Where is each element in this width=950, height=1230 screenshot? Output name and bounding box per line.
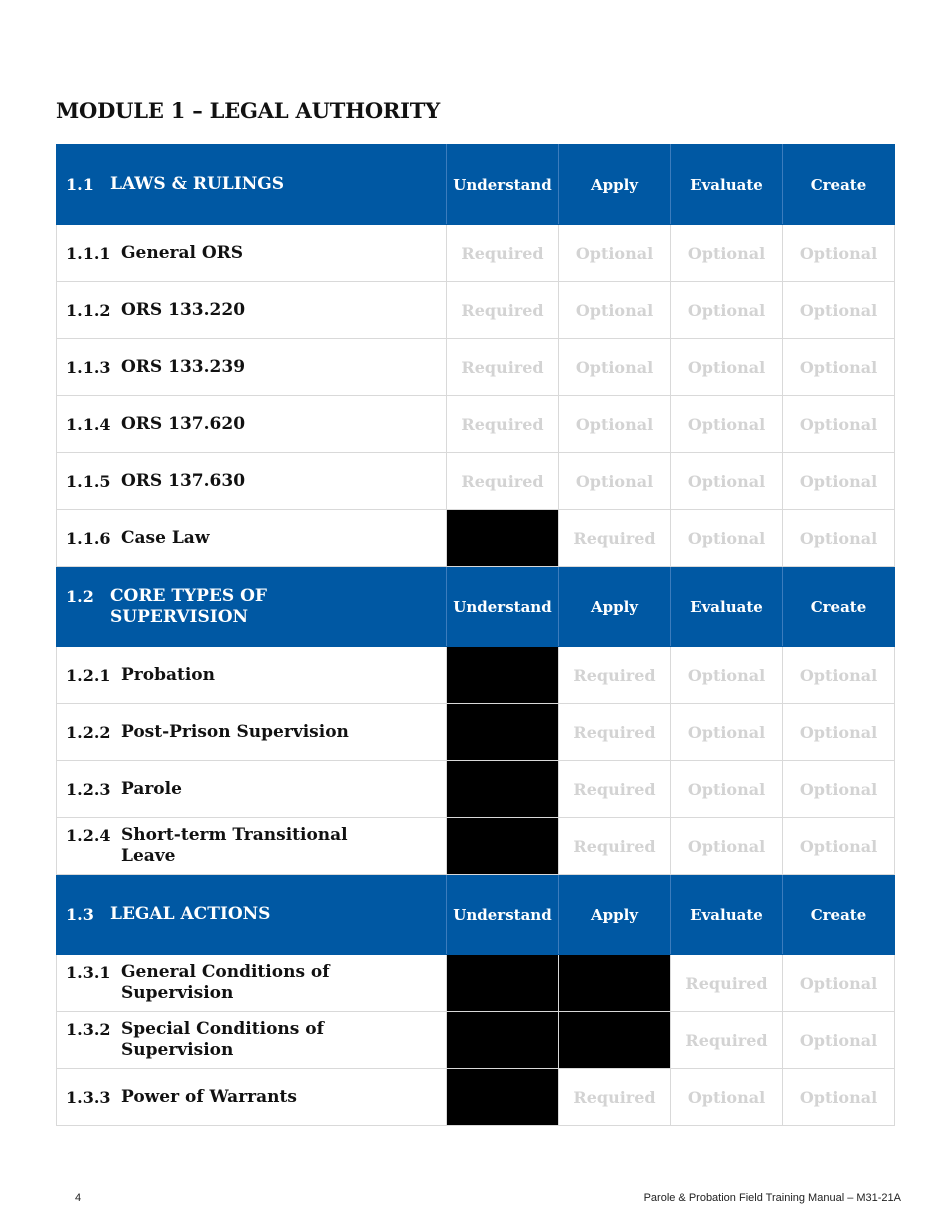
- section-title: LEGAL ACTIONS: [110, 904, 271, 924]
- column-header-evaluate: Evaluate: [671, 875, 783, 955]
- table-row: [57, 955, 895, 1012]
- level-cell: Optional: [559, 339, 671, 396]
- row-label: Post-Prison Supervision: [121, 721, 349, 742]
- level-cell: Optional: [671, 510, 783, 567]
- level-cell: Required: [447, 396, 559, 453]
- column-header-apply: Apply: [559, 875, 671, 955]
- row-number: 1.2.1: [66, 665, 111, 685]
- level-cell-blocked: [447, 761, 559, 818]
- level-cell: Optional: [783, 818, 895, 875]
- level-cell: Optional: [671, 647, 783, 704]
- level-cell: Optional: [671, 453, 783, 510]
- level-cell: Optional: [783, 761, 895, 818]
- row-label: ORS 137.620: [121, 413, 246, 434]
- row-number: 1.3.3: [66, 1087, 111, 1107]
- level-cell: Optional: [783, 955, 895, 1012]
- row-number: 1.1.2: [66, 300, 111, 320]
- row-label: Case Law: [121, 527, 210, 548]
- level-cell-blocked: [447, 1012, 559, 1069]
- document-title: Parole & Probation Field Training Manual – M31-21A: [643, 1192, 901, 1204]
- level-cell: Optional: [783, 453, 895, 510]
- table-row: [57, 1012, 895, 1069]
- table-row: [57, 510, 895, 567]
- row-label: Short-term Transitional Leave: [121, 825, 348, 866]
- level-cell: Optional: [559, 453, 671, 510]
- section-title: LAWS & RULINGS: [110, 174, 285, 194]
- level-cell: Required: [671, 1012, 783, 1069]
- table-row: [57, 225, 895, 282]
- level-cell: Optional: [783, 282, 895, 339]
- section-header: [57, 567, 895, 647]
- table-row: [57, 647, 895, 704]
- level-cell: Optional: [559, 396, 671, 453]
- section-header-label: [57, 567, 447, 647]
- row-number: 1.2.4: [66, 826, 111, 845]
- level-cell: Optional: [783, 510, 895, 567]
- level-cell: Optional: [783, 1012, 895, 1069]
- table-row: [57, 282, 895, 339]
- column-header-evaluate: Evaluate: [671, 567, 783, 647]
- section-number: 1.3: [66, 905, 94, 924]
- level-cell: Required: [559, 1069, 671, 1126]
- level-cell: Optional: [671, 1069, 783, 1126]
- level-cell: Optional: [671, 282, 783, 339]
- level-cell: Optional: [671, 818, 783, 875]
- level-cell: Optional: [671, 339, 783, 396]
- table-row: [57, 1069, 895, 1126]
- level-cell: Optional: [559, 282, 671, 339]
- column-header-evaluate: Evaluate: [671, 145, 783, 225]
- page-title: MODULE 1 – LEGAL AUTHORITY: [56, 98, 441, 123]
- column-header-apply: Apply: [559, 567, 671, 647]
- row-number: 1.2.2: [66, 722, 111, 742]
- level-cell-blocked: [559, 955, 671, 1012]
- table-row: [57, 704, 895, 761]
- level-cell: Required: [447, 225, 559, 282]
- row-label: Probation: [121, 664, 215, 685]
- column-header-understand: Understand: [447, 875, 559, 955]
- level-cell: Optional: [671, 704, 783, 761]
- row-label: Special Conditions of Supervision: [121, 1019, 324, 1060]
- level-cell: Optional: [783, 647, 895, 704]
- level-cell: Required: [447, 453, 559, 510]
- row-number: 1.1.4: [66, 414, 111, 434]
- level-cell: Optional: [783, 339, 895, 396]
- level-cell: Required: [559, 704, 671, 761]
- row-label: General ORS: [121, 242, 244, 263]
- level-cell-blocked: [447, 510, 559, 567]
- column-header-create: Create: [783, 145, 895, 225]
- section-header-label: [57, 875, 447, 955]
- section-number: 1.2: [66, 586, 94, 606]
- row-number: 1.1.5: [66, 471, 111, 491]
- level-cell: Optional: [671, 761, 783, 818]
- level-cell: Required: [559, 761, 671, 818]
- row-number: 1.1.6: [66, 528, 111, 548]
- training-matrix-table: [56, 144, 895, 1126]
- level-cell: Required: [559, 818, 671, 875]
- column-header-understand: Understand: [447, 145, 559, 225]
- column-header-apply: Apply: [559, 145, 671, 225]
- row-number: 1.1.3: [66, 357, 111, 377]
- page-number: 4: [75, 1192, 82, 1204]
- row-label: General Conditions of Supervision: [121, 962, 330, 1003]
- level-cell-blocked: [559, 1012, 671, 1069]
- level-cell: Optional: [783, 1069, 895, 1126]
- column-header-create: Create: [783, 875, 895, 955]
- level-cell: Required: [559, 647, 671, 704]
- section-header-label: [57, 145, 447, 225]
- level-cell: Optional: [671, 225, 783, 282]
- level-cell-blocked: [447, 647, 559, 704]
- level-cell: Optional: [783, 396, 895, 453]
- row-number: 1.3.1: [66, 963, 111, 982]
- level-cell-blocked: [447, 818, 559, 875]
- level-cell: Optional: [559, 225, 671, 282]
- level-cell: Required: [671, 955, 783, 1012]
- column-header-create: Create: [783, 567, 895, 647]
- level-cell: Required: [447, 339, 559, 396]
- level-cell: Optional: [783, 704, 895, 761]
- table-row: [57, 818, 895, 875]
- section-number: 1.1: [66, 175, 94, 194]
- table-row: [57, 453, 895, 510]
- row-label: Parole: [121, 778, 182, 799]
- section-title: CORE TYPES OF SUPERVISION: [110, 585, 267, 627]
- section-header: [57, 875, 895, 955]
- row-label: Power of Warrants: [121, 1086, 297, 1107]
- section-header: [57, 145, 895, 225]
- row-label: ORS 133.220: [121, 299, 246, 320]
- table-row: [57, 339, 895, 396]
- table-row: [57, 761, 895, 818]
- level-cell-blocked: [447, 1069, 559, 1126]
- level-cell: Required: [559, 510, 671, 567]
- table-row: [57, 396, 895, 453]
- level-cell: Optional: [671, 396, 783, 453]
- row-label: ORS 133.239: [121, 356, 246, 377]
- row-number: 1.3.2: [66, 1020, 111, 1039]
- level-cell-blocked: [447, 955, 559, 1012]
- row-number: 1.2.3: [66, 779, 111, 799]
- level-cell-blocked: [447, 704, 559, 761]
- level-cell: Optional: [783, 225, 895, 282]
- column-header-understand: Understand: [447, 567, 559, 647]
- row-number: 1.1.1: [66, 243, 111, 263]
- level-cell: Required: [447, 282, 559, 339]
- row-label: ORS 137.630: [121, 470, 246, 491]
